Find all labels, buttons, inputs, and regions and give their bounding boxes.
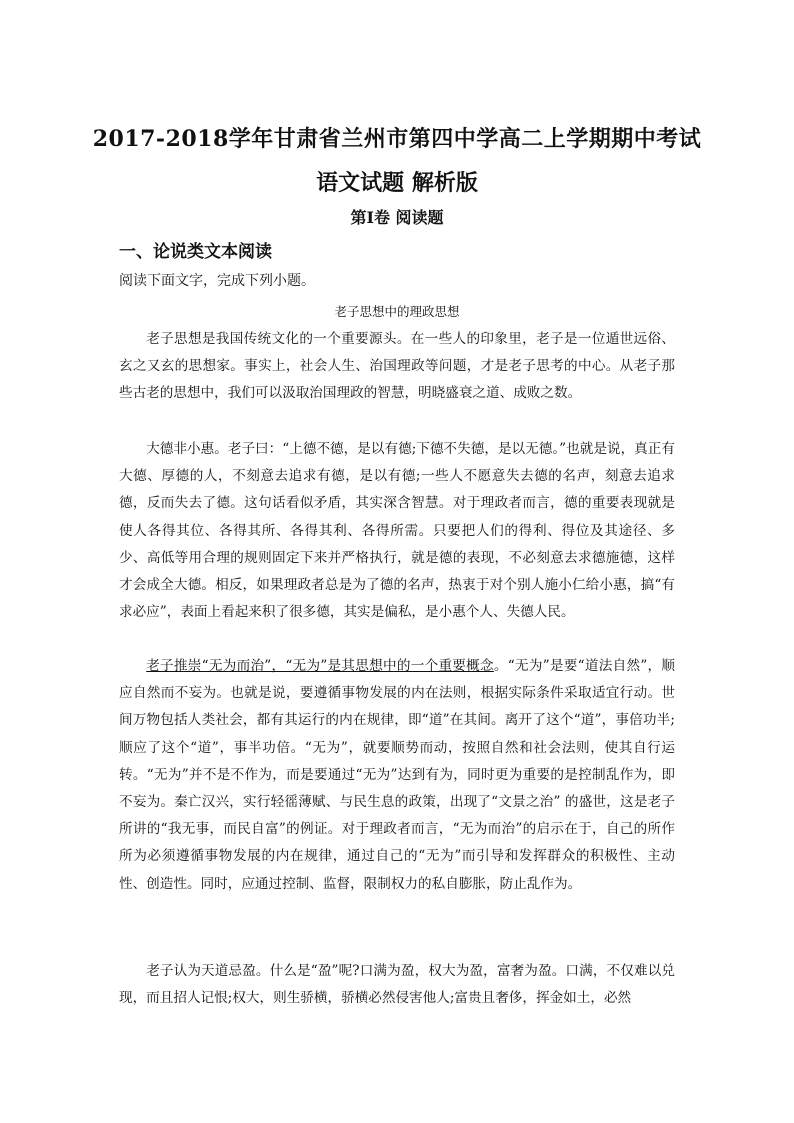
article-paragraph-2: 大德非小惠。老子曰：“上德不德，是以有德;下德不失德，是以无德。”也就是说，真正有大德、厚德的人，不刻意去追求有德，是以有德;一些人不愿意失去德的名声，刻意去追求德，反而失去了德。这句话看似矛盾，其实深含智慧。对于理政者而言，德的重要表现就是使人各得其位、各得其所、各得其利、各得所需。只要把人们的得利、得位及其途径、多少、高低等用合理的规则固定下来并严格执行，就是德的表现，不必刻意去求德施德，这样才会成全大德。相反，如果理政者总是为了德的名声，热衷于对个别人施小仁给小惠，搞“有求必应”，表面上看起来积了很多德，其实是偏私，是小惠个人、失德人民。 bbox=[119, 441, 675, 621]
article-paragraph-1: 老子思想是我国传统文化的一个重要源头。在一些人的印象里，老子是一位遁世远俗、玄之又玄的思想家。事实上，社会人生、治国理政等问题，才是老子思考的中心。从老子那些古老的思想中，我们可以汲取治国理政的智慧，明晓盛衰之道、成败之数。 bbox=[119, 331, 675, 402]
section-heading: 一、论说类文本阅读 bbox=[119, 242, 272, 262]
paragraph-3-text: 。“无为”是要“道法自然”，顺应自然而不妄为。也就是说，要遵循事物发展的内在法则，根据实际条件采取适宜行动。世间万物包括人类社会，都有其运行的内在规律，即“道”在其间。离开了这个“道”，事倍功半;顺应了这个“道”，事半功倍。“无为”，就要顺势而动，按照自然和社会法则，使其自行运转。“无为”并不是不作为，而是要通过“无为”达到有为，同时更为重要的是控制乱作为，即不妄为。秦亡汉兴，实行轻徭薄赋、与民生息的政策，出现了“文景之治” 的盛世，这是老子所讲的“我无事，而民自富”的例证。对于理政者而言，“无为而治”的启示在于，自己的所作所为必须遵循事物发展的内在规律，通过自己的“无为”而引导和发挥群众的积极性、主动性、创造性。同时，应通过控制、监督，限制权力的私自膨胀，防止乱作为。 bbox=[119, 658, 675, 892]
underlined-sentence: 老子推崇“无为而治”，“无为”是其思想中的一个重要概念 bbox=[146, 658, 494, 674]
article-paragraph-4: 老子认为天道忌盈。什么是“盈”呢?口满为盈，权大为盈，富奢为盈。口满，不仅难以兑现，而且招人记恨;权大，则生骄横，骄横必然侵害他人;富贵且奢侈，挥金如土，必然 bbox=[119, 963, 675, 1007]
document-title-line2: 语文试题 解析版 bbox=[316, 170, 478, 196]
reading-instruction: 阅读下面文字，完成下列小题。 bbox=[119, 273, 315, 289]
article-paragraph-3 bbox=[119, 653, 675, 898]
document-title-line1: 2017-2018学年甘肃省兰州市第四中学高二上学期期中考试 bbox=[92, 126, 702, 152]
volume-heading: 第Ⅰ卷 阅读题 bbox=[350, 208, 444, 227]
article-title: 老子思想中的理政思想 bbox=[334, 304, 460, 319]
